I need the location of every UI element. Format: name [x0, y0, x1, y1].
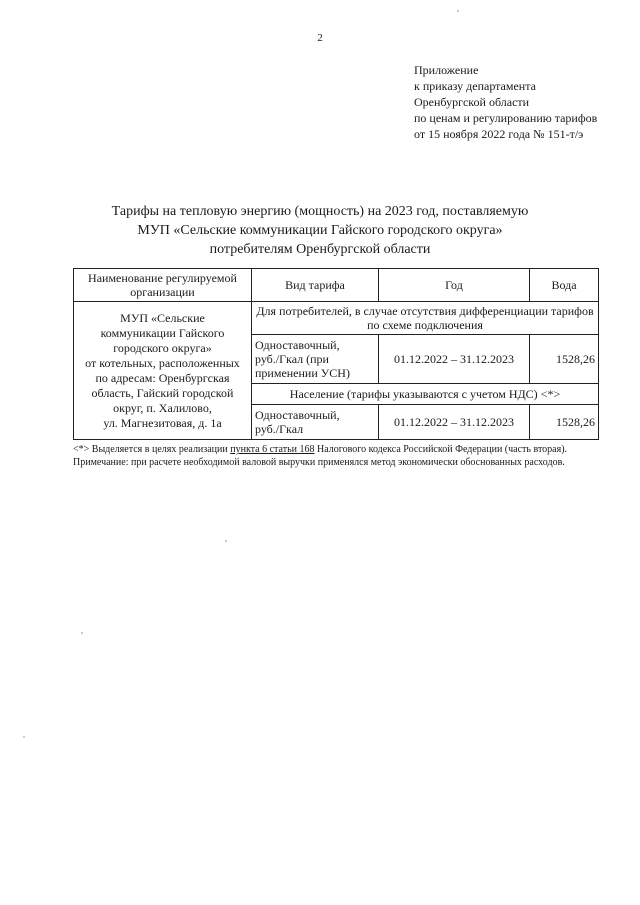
header-org: Наименование регулируемой организации	[74, 269, 252, 302]
org-line: ул. Магнезитовая, д. 1а	[103, 415, 222, 430]
org-line: по адресам: Оренбургская	[95, 370, 230, 385]
title-line: потребителям Оренбургской области	[209, 242, 431, 257]
table-header-row	[74, 269, 599, 302]
appendix-line: от 15 ноября 2022 года № 151-т/э	[414, 127, 584, 141]
org-line: городского округа»	[113, 340, 212, 355]
tariff-type-line: применении УСН)	[255, 366, 350, 380]
tax-code-link[interactable]: пункта 6 статьи 168	[230, 444, 315, 455]
document-title	[0, 202, 640, 259]
scan-speck	[225, 540, 227, 542]
tariff-type-line: Одноставочный,	[255, 408, 340, 422]
tariff-table	[73, 268, 599, 440]
tariff-type-line: руб./Гкал (при	[255, 352, 329, 366]
scan-speck	[457, 10, 459, 12]
header-tariff-type: Вид тарифа	[252, 269, 379, 302]
tariff-type-cell	[252, 405, 379, 440]
water-cell: 1528,26	[530, 335, 599, 384]
appendix-line: Оренбургской области	[414, 95, 530, 109]
section-header-consumers: Для потребителей, в случае отсутствия дифференциации тарифов по схеме подключения	[252, 302, 599, 335]
org-line: округ, п. Халилово,	[113, 400, 212, 415]
section-header-population: Население (тарифы указываются с учетом НДС) <*>	[252, 384, 599, 405]
footnote-text: <*> Выделяется в целях реализации	[73, 444, 231, 455]
title-line: МУП «Сельские коммуникации Гайского городского округа»	[137, 223, 503, 238]
tariff-type-cell	[252, 335, 379, 384]
scan-speck	[23, 736, 25, 738]
footnote-tax	[73, 443, 613, 456]
org-line: коммуникации Гайского	[100, 325, 225, 340]
appendix-line: по ценам и регулированию тарифов	[414, 111, 598, 125]
table-row	[74, 302, 599, 335]
org-line: область, Гайский городской	[91, 385, 234, 400]
tariff-type-line: руб./Гкал	[255, 422, 304, 436]
header-water: Вода	[530, 269, 599, 302]
footnotes	[73, 443, 613, 469]
appendix-block	[414, 62, 597, 142]
year-cell: 01.12.2022 – 31.12.2023	[379, 405, 530, 440]
page-number: 2	[317, 32, 323, 44]
organization-cell	[74, 302, 252, 440]
footnote-note: Примечание: при расчете необходимой валовой выручки применялся метод экономически обоснованных расходов.	[73, 457, 565, 468]
appendix-line: Приложение	[414, 63, 479, 77]
tariff-type-line: Одноставочный,	[255, 338, 340, 352]
appendix-line: к приказу департамента	[414, 79, 536, 93]
footnote-text: Налогового кодекса Российской Федерации (часть вторая).	[314, 444, 568, 455]
title-line: Тарифы на тепловую энергию (мощность) на 2023 год, поставляемую	[111, 204, 529, 219]
scan-speck	[81, 632, 83, 634]
org-line: МУП «Сельские	[120, 310, 205, 325]
water-cell: 1528,26	[530, 405, 599, 440]
org-line: от котельных, расположенных	[85, 355, 240, 370]
header-year: Год	[379, 269, 530, 302]
year-cell: 01.12.2022 – 31.12.2023	[379, 335, 530, 384]
